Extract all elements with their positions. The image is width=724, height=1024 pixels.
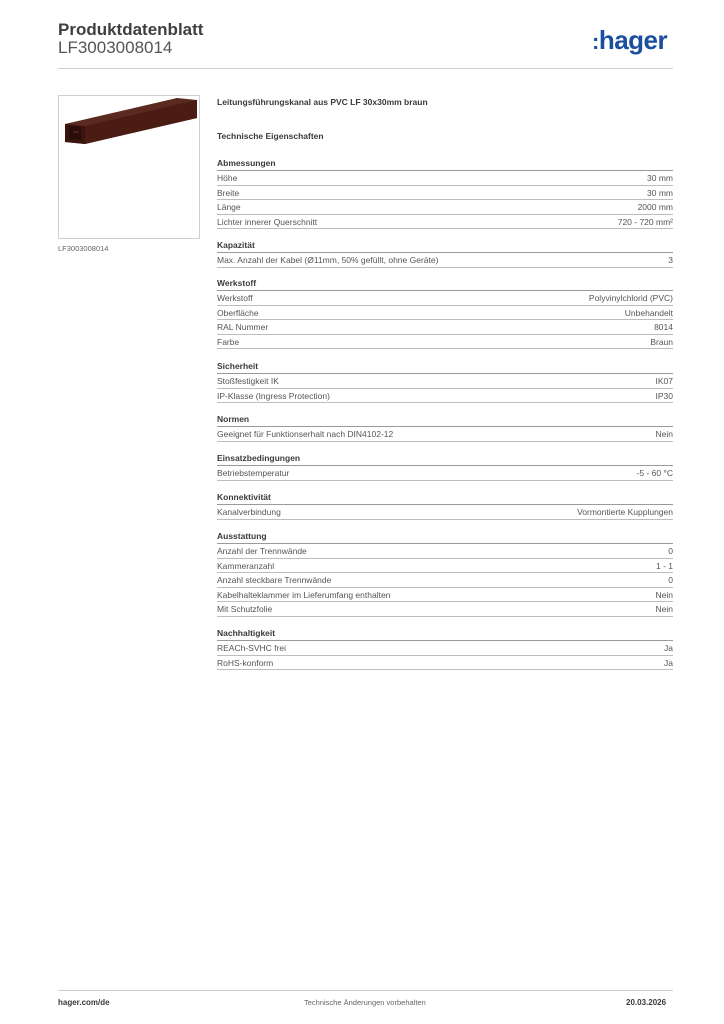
spec-section <box>217 491 673 520</box>
spec-row <box>217 389 673 404</box>
spec-label: Farbe <box>217 336 240 347</box>
product-image <box>58 95 200 239</box>
spec-row <box>217 200 673 215</box>
spec-value: IP30 <box>655 390 673 401</box>
spec-label: REACh-SVHC frei <box>217 643 286 653</box>
spec-section <box>217 239 673 268</box>
spec-value: Ja <box>664 657 673 668</box>
section-title: Sicherheit <box>217 360 673 374</box>
spec-value: 2000 mm <box>637 202 673 212</box>
spec-label: RoHS-konform <box>217 657 274 668</box>
section-title: Abmessungen <box>217 157 673 171</box>
spec-value: Nein <box>655 604 673 614</box>
product-name: Leitungsführungskanal aus PVC LF 30x30mm braun <box>217 97 428 107</box>
spec-label: Max. Anzahl der Kabel (Ø11mm, 50% gefüllt, ohne Geräte) <box>217 255 439 265</box>
spec-row <box>217 427 673 442</box>
spec-row <box>217 171 673 186</box>
logo-text: hager <box>598 25 668 55</box>
spec-row <box>217 602 673 617</box>
spec-label: Kanalverbindung <box>217 507 281 517</box>
spec-section <box>217 360 673 403</box>
spec-value: Polyvinylchlorid (PVC) <box>588 293 673 303</box>
section-title: Einsatzbedingungen <box>217 452 673 466</box>
spec-row <box>217 320 673 335</box>
spec-label: Länge <box>217 202 241 212</box>
section-title: Normen <box>217 413 673 427</box>
spec-label: Anzahl der Trennwände <box>217 546 307 556</box>
spec-label: Kabelhalteklammer im Lieferumfang enthalten <box>217 589 391 600</box>
spec-row <box>217 559 673 574</box>
spec-section <box>217 413 673 442</box>
spec-label: RAL Nummer <box>217 322 269 332</box>
spec-row <box>217 505 673 520</box>
spec-row <box>217 656 673 671</box>
spec-label: Betriebstemperatur <box>217 468 290 478</box>
section-title: Konnektivität <box>217 491 673 505</box>
spec-value: Ja <box>664 643 673 653</box>
spec-value: 3 <box>668 255 673 265</box>
footer-divider <box>58 990 673 991</box>
spec-value: Nein <box>655 589 673 600</box>
spec-row <box>217 291 673 306</box>
cable-duct-image <box>59 96 199 238</box>
spec-row <box>217 544 673 559</box>
spec-section <box>217 530 673 617</box>
spec-label: Oberfläche <box>217 307 259 318</box>
spec-value: -5 - 60 °C <box>636 468 673 478</box>
spec-label: Lichter innerer Querschnitt <box>217 216 318 227</box>
section-title: Nachhaltigkeit <box>217 627 673 641</box>
spec-value: 8014 <box>654 322 673 332</box>
section-title: Ausstattung <box>217 530 673 544</box>
spec-label: Höhe <box>217 173 238 183</box>
footer-website[interactable]: hager.com/de <box>58 998 110 1007</box>
spec-value: 720 - 720 mm² <box>617 216 673 227</box>
section-title: Werkstoff <box>217 277 673 291</box>
spec-value: Vormontierte Kupplungen <box>577 507 673 517</box>
spec-label: IP-Klasse (Ingress Protection) <box>217 390 330 401</box>
image-caption: LF3003008014 <box>58 244 109 253</box>
spec-value: Braun <box>650 336 673 347</box>
spec-section <box>217 157 673 229</box>
spec-label: Werkstoff <box>217 293 253 303</box>
spec-label: Mit Schutzfolie <box>217 604 273 614</box>
page-title: Produktdatenblatt <box>58 20 204 39</box>
footer-date: 20.03.2026 <box>626 998 667 1007</box>
spec-row <box>217 253 673 268</box>
spec-row <box>217 306 673 321</box>
spec-value: Nein <box>655 429 673 439</box>
footer-disclaimer: Technische Änderungen vorbehalten <box>304 998 426 1007</box>
spec-section <box>217 452 673 481</box>
tech-properties-heading: Technische Eigenschaften <box>217 131 324 141</box>
spec-value: IK07 <box>655 376 673 386</box>
spec-label: Geeignet für Funktionserhalt nach DIN4102-12 <box>217 429 394 439</box>
spec-row <box>217 335 673 350</box>
hager-logo: :hager <box>592 25 668 55</box>
spec-row <box>217 186 673 201</box>
spec-label: Breite <box>217 187 240 198</box>
spec-value: 30 mm <box>647 187 673 198</box>
spec-row <box>217 641 673 656</box>
spec-value: 0 <box>668 575 673 585</box>
spec-row <box>217 374 673 389</box>
spec-value: 30 mm <box>647 173 673 183</box>
spec-label: Stoßfestigkeit IK <box>217 376 279 386</box>
spec-value: 0 <box>668 546 673 556</box>
spec-label: Kammeranzahl <box>217 560 275 571</box>
spec-label: Anzahl steckbare Trennwände <box>217 575 332 585</box>
spec-row <box>217 573 673 588</box>
spec-value: 1 - 1 <box>655 560 673 571</box>
section-title: Kapazität <box>217 239 673 253</box>
spec-value: Unbehandelt <box>624 307 673 318</box>
header-divider <box>58 68 673 69</box>
article-number: LF3003008014 <box>58 38 173 57</box>
spec-row <box>217 215 673 230</box>
spec-row <box>217 466 673 481</box>
spec-section <box>217 277 673 349</box>
spec-row <box>217 588 673 603</box>
spec-section <box>217 627 673 670</box>
